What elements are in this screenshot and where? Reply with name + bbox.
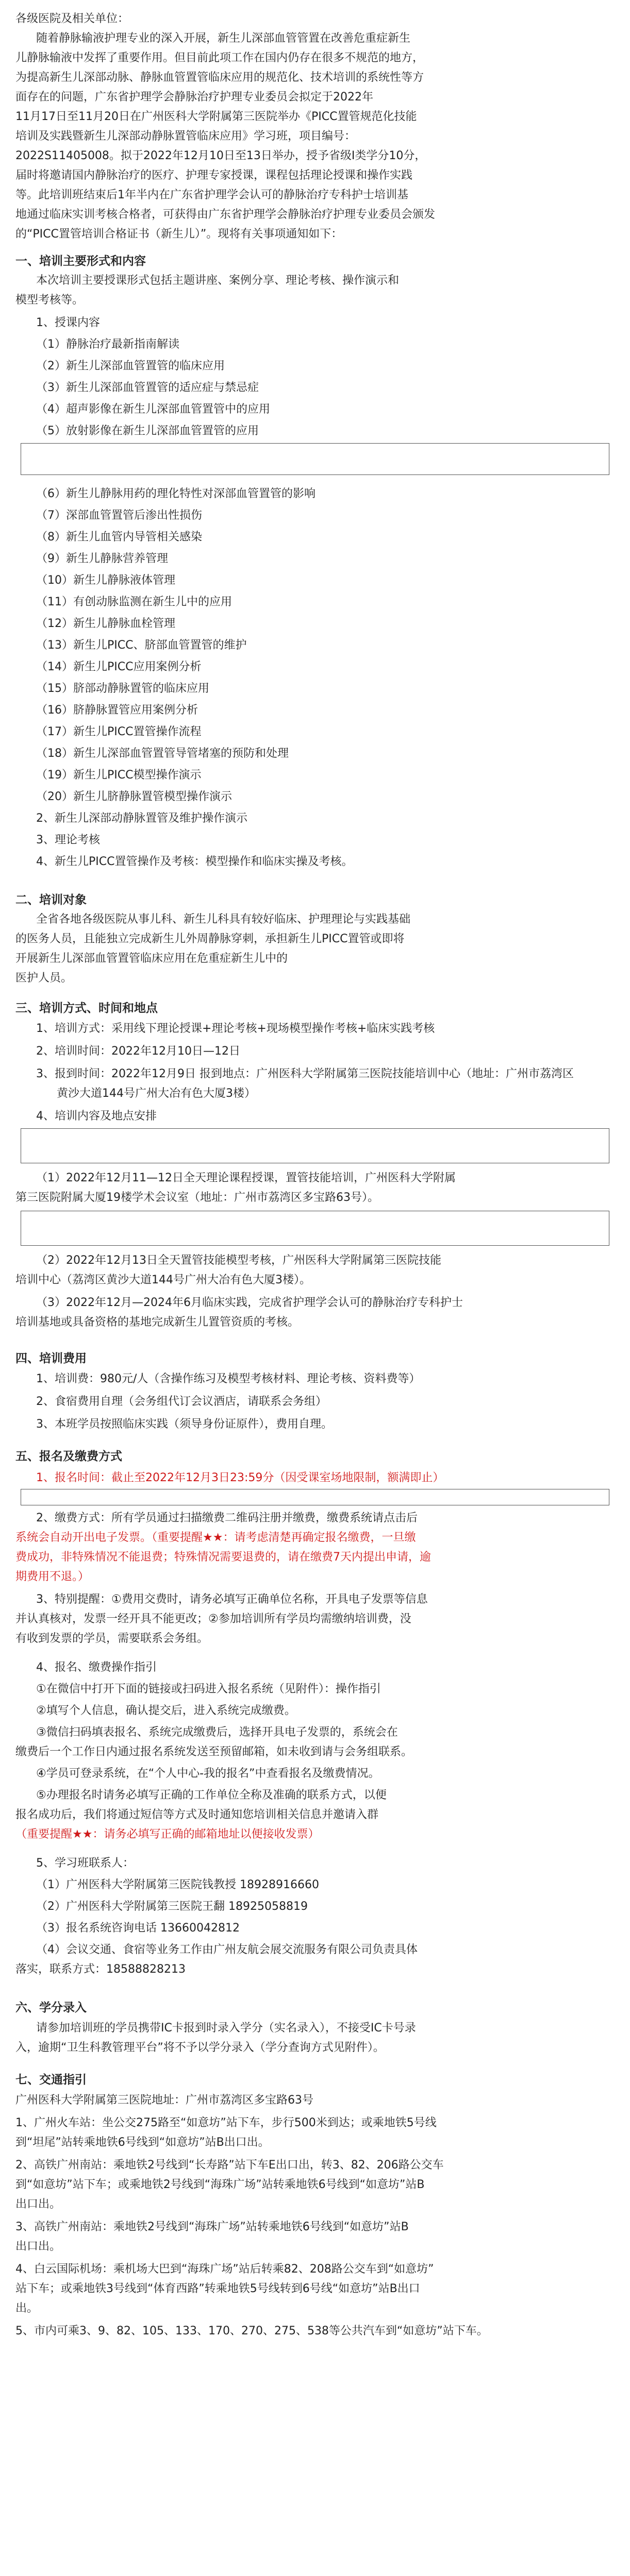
- text-line: （15）脐部动静脉置管的临床应用: [36, 682, 209, 695]
- text-line: （1）广州医科大学附属第三医院钱教授 18928916660: [36, 1878, 319, 1891]
- course-table-divider: [21, 443, 609, 475]
- text-line: 的医务人员，且能独立完成新生儿外周静脉穿刺，承担新生儿PICC置管或即将: [15, 933, 405, 945]
- section-heading: 七、交通指引: [15, 2073, 87, 2087]
- text-line: （8）新生儿血管内导管相关感染: [36, 531, 202, 544]
- text-line: 出。: [15, 2302, 39, 2315]
- text-line: 2022S11405008。拟于2022年12月10日至13日举办，授予省级I类学分10分，: [15, 149, 426, 162]
- text-line: （3）2022年12月—2024年6月临床实践，完成省护理学会认可的静脉治疗专科护士: [36, 1296, 463, 1309]
- text-line: 5、市内可乘3、9、82、105、133、170、270、275、538等公共汽车到“如意坊”站下车。: [15, 2325, 488, 2337]
- text-line: 等。此培训班结束后1年半内在广东省护理学会认可的静脉治疗专科护士培训基: [15, 189, 408, 201]
- text-line: 1、培训方式：采用线下理论授课+理论考核+现场模型操作考核+临床实践考核: [36, 1022, 435, 1035]
- text-line: 2、高铁广州南站：乘地铁2号线到“长寿路”站下车E出口出，转3、82、206路公交车: [15, 2159, 444, 2172]
- text-line: 3、特别提醒：①费用交费时，请务必填写正确单位名称，开具电子发票等信息: [36, 1593, 428, 1606]
- text-line: （14）新生儿PICC应用案例分析: [36, 660, 202, 673]
- text-line: （4）会议交通、食宿等业务工作由广州友航会展交流服务有限公司负责具体: [36, 1943, 418, 1956]
- text-line: （17）新生儿PICC置管操作流程: [36, 725, 202, 738]
- section-heading: 三、培训方式、时间和地点: [15, 1002, 158, 1015]
- text-line: 开展新生儿深部血管置管临床应用在危重症新生儿中的: [15, 952, 288, 965]
- text-line: 出口出。: [15, 2198, 61, 2211]
- text-line: 1、广州火车站：坐公交275路至“如意坊”站下车，步行500米到达；或乘地铁5号线: [15, 2116, 437, 2129]
- text-line: 并认真核对，发票一经开具不能更改；②参加培训所有学员均需缴纳培训费，没: [15, 1613, 411, 1625]
- text-line: 届时将邀请国内静脉治疗的医疗、护理专家授课，课程包括理论授课和操作实践: [15, 169, 413, 182]
- text-line: 到“坦尾”站转乘地铁6号线到“如意坊”站B出口出。: [15, 2136, 270, 2149]
- text-line: 3、报到时间：2022年12月9日 报到地点：广州医科大学附属第三医院技能培训中心（地址：广州市荔湾区: [36, 1067, 574, 1080]
- text-line: （1）2022年12月11—12日全天理论课程授课，置管技能培训，广州医科大学附属: [36, 1172, 456, 1184]
- text-line: 费成功，非特殊情况不能退费；特殊情况需要退费的，请在缴费7天内提出申请，逾: [15, 1551, 431, 1564]
- text-line: （10）新生儿静脉液体管理: [36, 574, 175, 587]
- schedule-table-2: [21, 1211, 609, 1246]
- text-line: （12）新生儿静脉血栓管理: [36, 617, 175, 630]
- text-line: （18）新生儿深部血管置管导管堵塞的预防和处理: [36, 747, 289, 760]
- text-line: 5、学习班联系人：: [36, 1857, 134, 1870]
- text-line: 1、报名时间：截止至2022年12月3日23:59分（因受课室场地限制，额满即止）: [36, 1471, 444, 1484]
- text-line: 模型考核等。: [15, 294, 84, 307]
- text-line: 儿静脉输液中发挥了重要作用。但目前此项工作在国内仍存在很多不规范的地方，: [15, 52, 424, 64]
- text-line: 入，逾期“卫生科教管理平台”将不予以学分录入（学分查询方式见附件）。: [15, 2041, 385, 2054]
- text-line: （7）深部血管置管后渗出性损伤: [36, 509, 202, 522]
- text-line: 各级医院及相关单位：: [15, 12, 129, 25]
- text-line: 请参加培训班的学员携带IC卡报到时录入学分（实名录入），不接受IC卡号录: [36, 2022, 416, 2035]
- text-line: 第三医院附属大厦19楼学术会议室（地址：广州市荔湾区多宝路63号）。: [15, 1191, 379, 1204]
- text-line: 到“如意坊”站下车；或乘地铁2号线到“海珠广场”站转乘地铁6号线到“如意坊”站B: [15, 2178, 425, 2191]
- text-line: 3、高铁广州南站：乘地铁2号线到“海珠广场”站转乘地铁6号线到“如意坊”站B: [15, 2221, 409, 2233]
- text-line: （11）有创动脉监测在新生儿中的应用: [36, 596, 232, 608]
- text-line: （2）新生儿深部血管置管的临床应用: [36, 360, 225, 372]
- text-line: 报名成功后，我们将通过短信等方式及时通知您培训相关信息并邀请入群: [15, 1808, 379, 1821]
- text-line: ②填写个人信息，确认提交后，进入系统完成缴费。: [36, 1704, 296, 1717]
- text-line: ③微信扫码填表报名、系统完成缴费后，选择开具电子发票的，系统会在: [36, 1726, 398, 1739]
- text-line: 培训基地或具备资格的基地完成新生儿置管资质的考核。: [15, 1316, 300, 1329]
- text-line: （16）脐静脉置管应用案例分析: [36, 704, 198, 717]
- text-line: 2、缴费方式：所有学员通过扫描缴费二维码注册并缴费，缴费系统请点击后: [36, 1512, 418, 1524]
- text-line: ⑤办理报名时请务必填写正确的工作单位全称及准确的联系方式，以便: [36, 1789, 387, 1802]
- text-line: （3）新生儿深部血管置管的适应症与禁忌症: [36, 381, 259, 394]
- text-line: 3、本班学员按照临床实践（须导身份证原件），费用自理。: [36, 1418, 333, 1431]
- text-line: 期费用不退。）: [15, 1570, 90, 1583]
- text-line: （4）超声影像在新生儿深部血管置管中的应用: [36, 403, 270, 416]
- text-line: （3）报名系统咨询电话 13660042812: [36, 1922, 240, 1935]
- text-line: （6）新生儿静脉用药的理化特性对深部血管置管的影响: [36, 487, 316, 500]
- text-line: 11月17日至11月20日在广州医科大学附属第三医院举办《PICC置管规范化技能: [15, 110, 417, 123]
- text-line: （13）新生儿PICC、脐部血管置管的维护: [36, 639, 247, 652]
- text-line: 有收到发票的学员，需要联系会务组。: [15, 1632, 209, 1645]
- text-line: （9）新生儿静脉营养管理: [36, 552, 168, 565]
- text-line: 4、培训内容及地点安排: [36, 1110, 157, 1123]
- text-line: 广州医科大学附属第三医院地址：广州市荔湾区多宝路63号: [15, 2094, 313, 2107]
- text-line: 黄沙大道144号广州大冶有色大厦3楼）: [57, 1087, 256, 1100]
- text-line: 地通过临床实训考核合格者，可获得由广东省护理学会静脉治疗护理专业委员会颁发: [15, 208, 436, 221]
- section-heading: 六、学分录入: [15, 2001, 87, 2014]
- text-line: 3、理论考核: [36, 834, 100, 846]
- text-line: 系统会自动开出电子发票。（重要提醒★★：请考虑清楚再确定报名缴费，一旦缴: [15, 1531, 416, 1544]
- section-heading: 一、培训主要形式和内容: [15, 255, 146, 268]
- text-line: 全省各地各级医院从事儿科、新生儿科具有较好临床、护理理论与实践基础: [36, 913, 411, 926]
- text-line: 缴费后一个工作日内通过报名系统发送至预留邮箱，如未收到请与会务组联系。: [15, 1745, 413, 1758]
- schedule-table-1: [21, 1128, 609, 1163]
- text-line: （2）2022年12月13日全天置管技能模型考核，广州医科大学附属第三医院技能: [36, 1254, 441, 1267]
- text-line: 站下车；或乘地铁3号线到“体育西路”转乘地铁5号线转到6号线“如意坊”站B出口: [15, 2282, 420, 2295]
- text-line: 为提高新生儿深部动脉、静脉血管置管临床应用的规范化、技术培训的系统性等方: [15, 71, 424, 84]
- text-line: 培训中心（荔湾区黄沙大道144号广州大冶有色大厦3楼）。: [15, 1274, 311, 1286]
- section-heading: 四、培训费用: [15, 1352, 87, 1365]
- text-line: （1）静脉治疗最新指南解读: [36, 338, 179, 351]
- text-line: ④学员可登录系统，在“个人中心-我的报名”中查看报名及缴费情况。: [36, 1767, 380, 1780]
- text-line: 随着静脉输液护理专业的深入开展，新生儿深部血管管置在改善危重症新生: [36, 32, 411, 45]
- text-line: 出口出。: [15, 2240, 61, 2253]
- registration-note-box: [21, 1489, 609, 1505]
- text-line: 1、授课内容: [36, 316, 100, 329]
- text-line: 4、白云国际机场：乘机场大巴到“海珠广场”站后转乘82、208路公交车到“如意坊”: [15, 2263, 434, 2276]
- text-line: （5）放射影像在新生儿深部血管置管的应用: [36, 425, 259, 437]
- section-heading: 五、报名及缴费方式: [15, 1450, 122, 1463]
- text-line: 面存在的问题，广东省护理学会静脉治疗护理专业委员会拟定于2022年: [15, 91, 373, 104]
- text-line: 4、报名、缴费操作指引: [36, 1661, 157, 1674]
- text-line: ①在微信中打开下面的链接或扫码进入报名系统（见附件）：操作指引: [36, 1683, 381, 1696]
- text-line: （19）新生儿PICC模型操作演示: [36, 769, 202, 782]
- text-line: 本次培训主要授课形式包括主题讲座、案例分享、理论考核、操作演示和: [36, 274, 400, 287]
- section-heading: 二、培训对象: [15, 893, 87, 907]
- text-line: 的“PICC置管培训合格证书（新生儿）”。现将有关事项通知如下：: [15, 228, 343, 241]
- text-line: 2、食宿费用自理（会务组代订会议酒店，请联系会务组）: [36, 1395, 327, 1408]
- text-line: 2、新生儿深部动静脉置管及维护操作演示: [36, 812, 247, 825]
- text-line: 落实，联系方式：18588828213: [15, 1963, 186, 1976]
- text-line: （2）广州医科大学附属第三医院王翻 18925058819: [36, 1900, 308, 1913]
- text-line: （重要提醒★★：请务必填写正确的邮箱地址以便接收发票）: [15, 1828, 320, 1841]
- text-line: 2、培训时间：2022年12月10日—12日: [36, 1045, 240, 1058]
- text-line: 培训及实践暨新生儿深部动静脉置管临床应用》学习班，项目编号：: [15, 130, 356, 143]
- text-line: （20）新生儿脐静脉置管模型操作演示: [36, 790, 232, 803]
- text-line: 4、新生儿PICC置管操作及考核：模型操作和临床实操及考核。: [36, 855, 353, 868]
- text-line: 1、培训费：980元/人（含操作练习及模型考核材料、理论考核、资料费等）: [36, 1372, 421, 1385]
- text-line: 医护人员。: [15, 972, 73, 985]
